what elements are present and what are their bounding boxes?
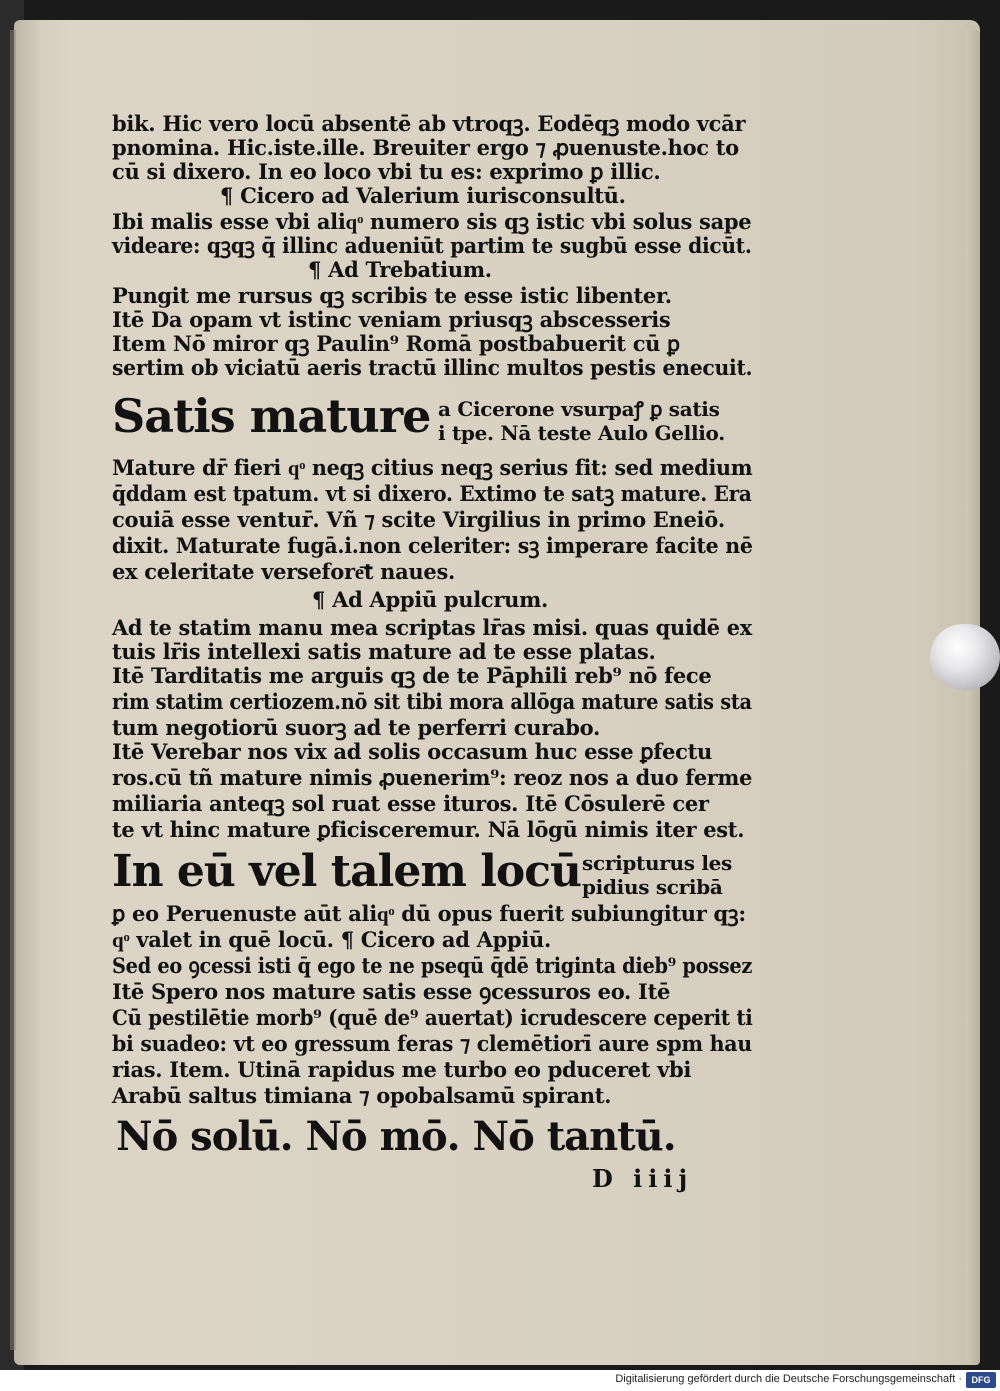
text-line: sertim ob viciatū aeris tractū illinc multos pestis enecuit.	[112, 355, 753, 380]
text-line: rim statim certiozem.nō sit tibi mora allōga mature satis sta	[112, 689, 752, 714]
heading-side-text: a Cicerone vsurpaꝭ ꝑ satis	[438, 397, 720, 421]
heading-side-text: pidius scribā	[582, 875, 723, 899]
signature-mark: D iiij	[592, 1164, 694, 1193]
text-line: Ibi malis esse vbi aliqͦ numero sis qꝫ istic vbi solus sape	[112, 209, 752, 234]
section-heading: ¶ Cicero ad Valerium iurisconsultū.	[220, 183, 626, 208]
text-line: dixit. Maturate fugā.i.non celeriter: sꝫ imperare facite nē	[112, 533, 753, 558]
text-line: pnomina. Hic.iste.ille. Breuiter ergo ⁊ ꝓuenuste.hoc to	[112, 135, 739, 160]
text-line: tum negotiorū suorꝫ ad te perferri curabo.	[112, 715, 601, 740]
heading-in-eu-vel-talem-locu: In eū vel talem locū	[112, 846, 582, 897]
section-heading: ¶ Ad Trebatium.	[308, 257, 492, 282]
page-gutter-shadow	[10, 30, 16, 1350]
text-line: Pungit me rursus qꝫ scribis te esse istic libenter.	[112, 283, 672, 308]
text-line: Sed eo ꝯcessi isti q̄ ego te ne pseqū q̄dē triginta dieb⁹ possez	[112, 953, 753, 978]
heading-side-text: scripturus les	[582, 851, 733, 875]
text-line: Itē Da opam vt istinc veniam priusqꝫ abscesseris	[112, 307, 671, 332]
text-line: Itē Tarditatis me arguis qꝫ de te Pāphili reb⁹ nō fece	[112, 663, 712, 688]
page-clip	[930, 624, 1000, 690]
text-line: ros.cū tñ mature nimis ꝓuenerim⁹: reoz nos a duo ferme	[112, 765, 752, 790]
text-line: ꝑ eo Peruenuste aūt aliqͦ dū opus fuerit subiungitur qꝫ:	[112, 901, 746, 926]
heading-satis-mature: Satis mature	[112, 389, 431, 443]
text-line: couiā esse ventur̄. Vñ ⁊ scite Virgilius in primo Eneiō.	[112, 507, 725, 532]
text-line: ex celeritate versefore͞t naues.	[112, 559, 455, 584]
text-line: Itē Spero nos mature satis esse ꝯcessuros eo. Itē	[112, 979, 671, 1004]
heading-side-text: i tpe. Nā teste Aulo Gellio.	[438, 421, 725, 445]
text-line: q̄ddam est tpatum. vt si dixero. Extimo te satꝫ mature. Era	[112, 481, 752, 506]
text-line: te vt hinc mature ꝑficisceremur. Nā lōgū nimis iter est.	[112, 817, 745, 842]
text-line: bik. Hic vero locū absentē ab vtroqꝫ. Eodēqꝫ modo vcār	[112, 111, 746, 136]
text-line: Ad te statim manu mea scriptas lr̄as misi. quas quidē ex	[112, 615, 752, 640]
text-line: Item Nō miror qꝫ Paulin⁹ Romā postbabuerit cū ꝑ	[112, 331, 680, 356]
text-line: cū si dixero. In eo loco vbi tu es: exprimo ꝑ illic.	[112, 159, 661, 184]
text-line: qͦ valet in quē locū. ¶ Cicero ad Appiū.	[112, 927, 552, 952]
text-line: videare: qꝫqꝫ q̄ illinc adueniūt partim te sugbū esse dicūt.	[112, 233, 752, 258]
page-edges	[966, 30, 980, 1365]
text-line: miliaria anteqꝫ sol ruat esse ituros. Itē Cōsulerē cer	[112, 791, 709, 816]
text-line: Mature dr̄ fieri qͦ neqꝫ citius neqꝫ serius fit: sed medium	[112, 455, 753, 480]
text-line: rias. Item. Utinā rapidus me turbo eo pduceret vbi	[112, 1057, 692, 1082]
footer-bar	[0, 1370, 1000, 1391]
footer-credit: Digitalisierung gefördert durch die Deutsche Forschungsgemeinschaft ·	[615, 1373, 962, 1385]
text-line: Arabū saltus timiana ⁊ opobalsamū spirant.	[112, 1083, 612, 1108]
heading-non-solum: Nō solū. Nō mō. Nō tantū.	[116, 1113, 676, 1160]
dfg-logo-icon: DFG	[966, 1372, 996, 1388]
text-line: tuis lr̄is intellexi satis mature ad te esse platas.	[112, 639, 656, 664]
text-line: bi suadeo: vt eo gressum feras ⁊ clemētiorī aure spm hau	[112, 1031, 752, 1056]
text-line: Cū pestilētie morb⁹ (quē de⁹ auertat) icrudescere ceperit ti	[112, 1005, 753, 1030]
text-line: Itē Verebar nos vix ad solis occasum huc esse ꝑfectu	[112, 739, 712, 764]
section-heading: ¶ Ad Appiū pulcrum.	[312, 587, 549, 612]
